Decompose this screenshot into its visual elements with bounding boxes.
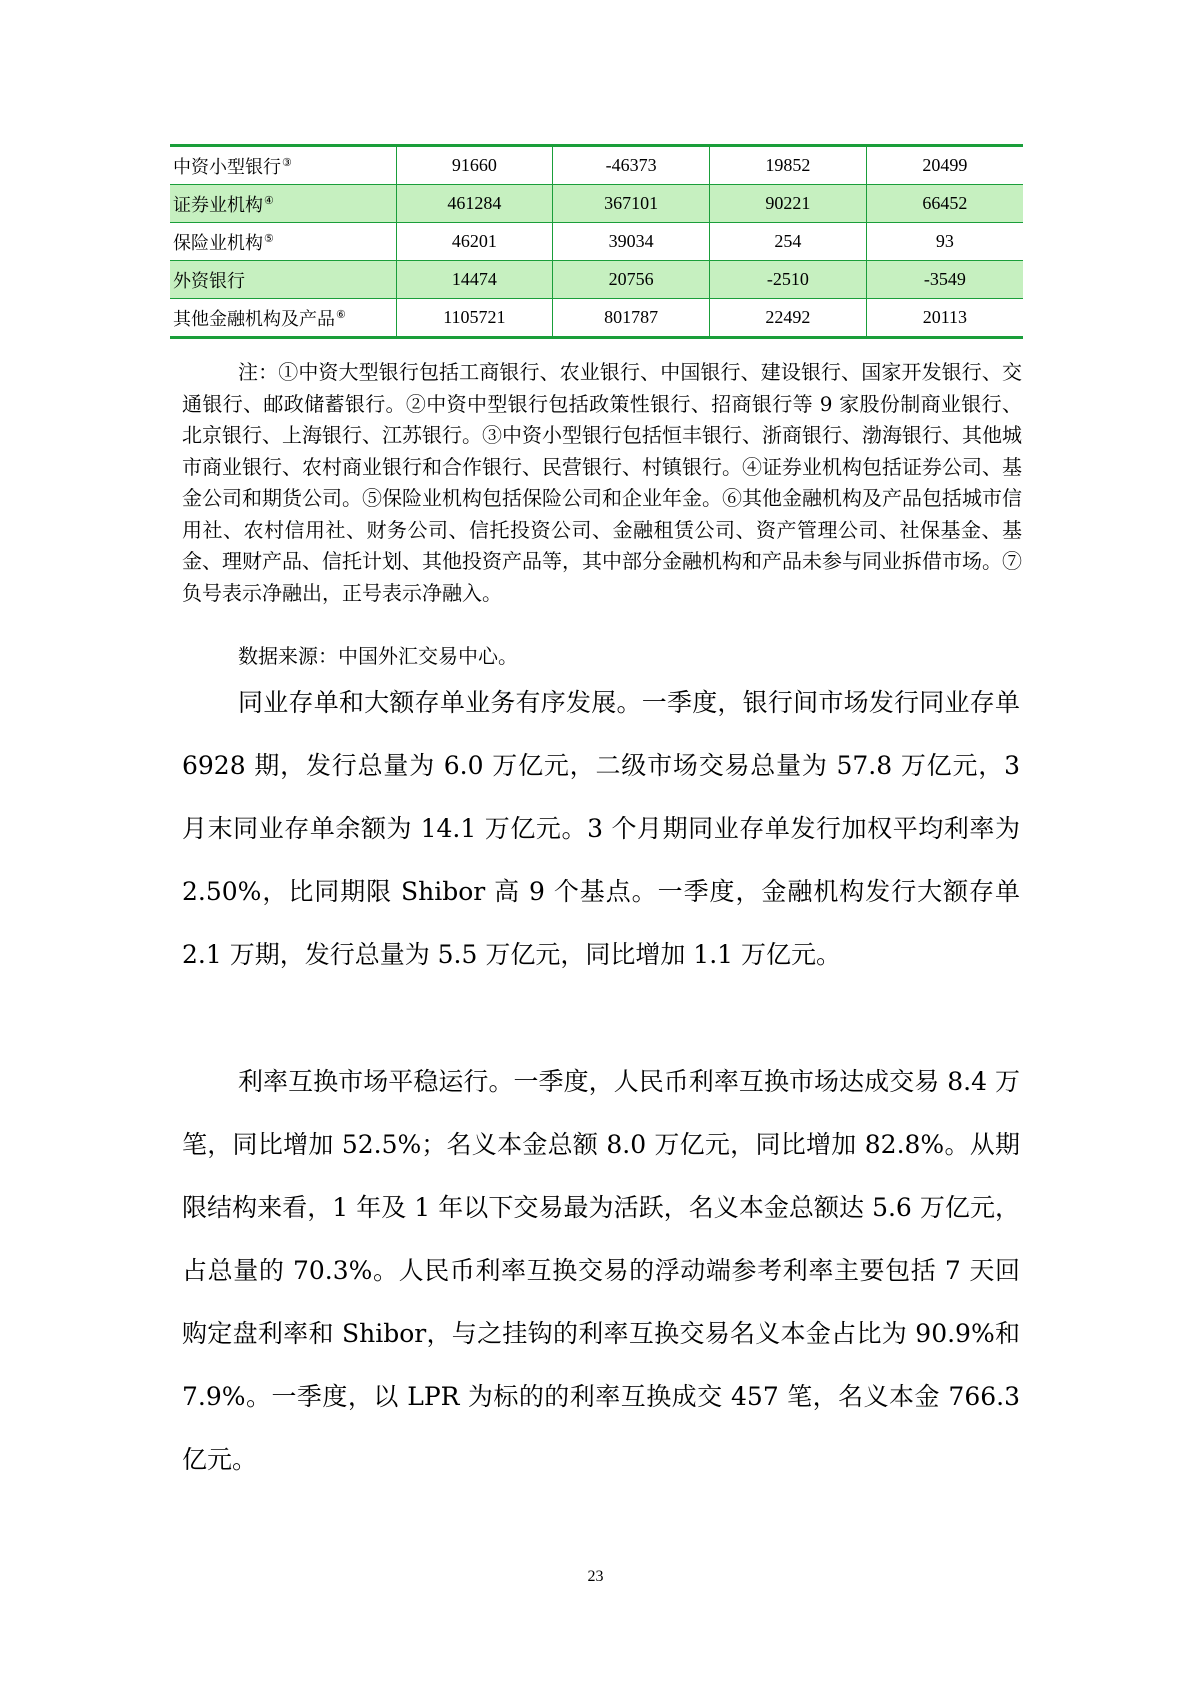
table-cell: 90221 bbox=[710, 185, 867, 223]
data-table bbox=[170, 144, 1023, 339]
table-cell: 20499 bbox=[866, 146, 1023, 185]
data-source: 数据来源：中国外汇交易中心。 bbox=[238, 644, 518, 668]
table-notes bbox=[182, 357, 1022, 609]
table-body bbox=[170, 146, 1023, 338]
footnote-mark: ④ bbox=[264, 193, 274, 207]
table-cell: 801787 bbox=[553, 299, 710, 338]
table-cell: 19852 bbox=[710, 146, 867, 185]
table-row bbox=[170, 261, 1023, 299]
table-cell: 93 bbox=[866, 223, 1023, 261]
table-cell: 254 bbox=[710, 223, 867, 261]
table-cell: 46201 bbox=[396, 223, 553, 261]
table-row bbox=[170, 223, 1023, 261]
table-cell: 20113 bbox=[866, 299, 1023, 338]
paragraph-irs-market: 利率互换市场平稳运行。一季度，人民币利率互换市场达成交易 8.4 万笔，同比增加 52.5%；名义本金总额 8.0 万亿元，同比增加 82.8%。从期限结构来看，1 年及 1 年以下交易最为活跃，名义本金总额达 5.6 万亿元，占总量的 70.3%。人民币利率互换交易的浮动端参考利率主要包括 7 天回购定盘利率和 Shibor，与之挂钩的利率互换交易名义本金占比为 90.9%和 7.9%。一季度，以 LPR 为标的的利率互换成交 457 笔，名义本金 766.3 亿元。 bbox=[182, 1067, 1020, 1474]
footnote-mark: ⑥ bbox=[336, 307, 346, 321]
page-number: 23 bbox=[587, 1568, 604, 1585]
table-row bbox=[170, 299, 1023, 338]
table-cell: 39034 bbox=[553, 223, 710, 261]
row-label-text: 其他金融机构及产品 bbox=[173, 308, 335, 330]
table-cell: 14474 bbox=[396, 261, 553, 299]
footnote-mark: ③ bbox=[282, 155, 292, 169]
table-cell: 367101 bbox=[553, 185, 710, 223]
table-cell: 91660 bbox=[396, 146, 553, 185]
row-label bbox=[170, 223, 396, 261]
row-label bbox=[170, 299, 396, 338]
footnote-mark: ⑤ bbox=[264, 231, 274, 245]
row-label bbox=[170, 185, 396, 223]
table-cell: -2510 bbox=[710, 261, 867, 299]
row-label bbox=[170, 146, 396, 185]
row-label-text: 外资银行 bbox=[173, 270, 245, 292]
table-cell: 20756 bbox=[553, 261, 710, 299]
interbank-lending-table bbox=[170, 144, 1023, 339]
table-cell: 461284 bbox=[396, 185, 553, 223]
table-row bbox=[170, 146, 1023, 185]
paragraph-cd-market: 同业存单和大额存单业务有序发展。一季度，银行间市场发行同业存单 6928 期，发行总量为 6.0 万亿元，二级市场交易总量为 57.8 万亿元，3 月末同业存单余额为 14.1 万亿元。3 个月期同业存单发行加权平均利率为 2.50%，比同期限 Shibor 高 9 个基点。一季度，金融机构发行大额存单 2.1 万期，发行总量为 5.5 万亿元，同比增加 1.1 万亿元。 bbox=[182, 688, 1020, 969]
notes-text: 注：①中资大型银行包括工商银行、农业银行、中国银行、建设银行、国家开发银行、交通银行、邮政储蓄银行。②中资中型银行包括政策性银行、招商银行等 9 家股份制商业银行、北京银行、上海银行、江苏银行。③中资小型银行包括恒丰银行、浙商银行、渤海银行、其他城市商业银行、农村商业银行和合作银行、民营银行、村镇银行。④证券业机构包括证券公司、基金公司和期货公司。⑤保险业机构包括保险公司和企业年金。⑥其他金融机构及产品包括城市信用社、农村信用社、财务公司、信托投资公司、金融租赁公司、资产管理公司、社保基金、基金、理财产品、信托计划、其他投资产品等，其中部分金融机构和产品未参与同业拆借市场。⑦负号表示净融出，正号表示净融入。 bbox=[182, 360, 1022, 605]
table-cell: 1105721 bbox=[396, 299, 553, 338]
row-label-text: 保险业机构 bbox=[173, 232, 263, 254]
row-label-text: 证券业机构 bbox=[173, 194, 263, 216]
table-cell: -46373 bbox=[553, 146, 710, 185]
table-cell: 66452 bbox=[866, 185, 1023, 223]
row-label bbox=[170, 261, 396, 299]
table-cell: 22492 bbox=[710, 299, 867, 338]
row-label-text: 中资小型银行 bbox=[173, 156, 281, 178]
table-row bbox=[170, 185, 1023, 223]
table-cell: -3549 bbox=[866, 261, 1023, 299]
